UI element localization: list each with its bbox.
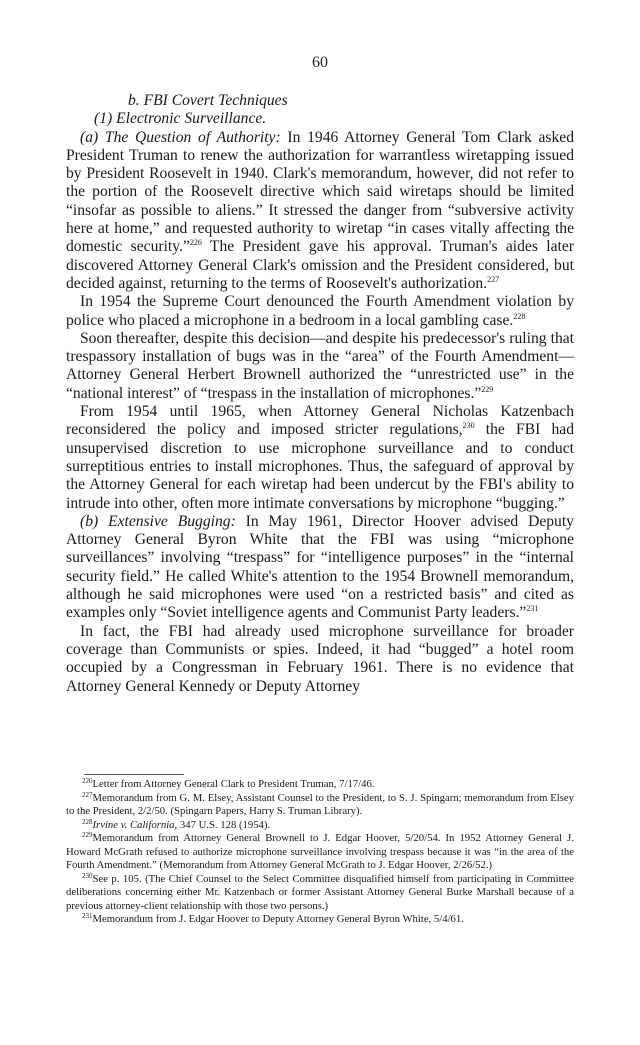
paragraph-question-of-authority (66, 129, 574, 294)
footnote-number: 227 (82, 790, 93, 799)
footnote-ref: 229 (481, 384, 494, 394)
footnote (66, 778, 574, 792)
footnote-number: 231 (82, 912, 93, 920)
paragraph-supreme-court (66, 293, 574, 330)
paragraph-extensive-bugging (66, 513, 574, 623)
footnote (66, 873, 574, 914)
footnote-number: 226 (82, 777, 93, 785)
footnote-ref: 227 (487, 274, 500, 284)
footnote-number: 230 (82, 871, 93, 880)
paragraph-text: In 1946 Attorney General Tom Clark asked President Truman to renew the authorization for warrantless wiretapping issued by President Roosevelt in 1940. Clark's memorandum, however, did not refer to the portion of the Roosevelt directive which said wiretaps should be limited “insofar as possible to aliens.” It stressed the danger from “subversive activity here at home,” and requested authority to wiretap “in cases vitally affecting the domestic security.” (66, 128, 574, 256)
subsection-heading: (1) Electronic Surveillance. (94, 110, 267, 128)
footnote-text: 347 U.S. 128 (1954). (177, 818, 271, 831)
paragraph-text: The President gave his approval. Truman's aides later discovered Attorney General Clark's omission and the President considered, but decided against, returning to the terms of Roosevelt's authorization. (66, 238, 574, 292)
footnote-divider (84, 774, 184, 775)
footnote (66, 819, 574, 833)
footnote-number: 228 (82, 817, 93, 826)
footnote-text: Letter from Attorney General Clark to President Truman, 7/17/46. (92, 778, 375, 790)
footnotes (66, 778, 574, 927)
footnote (66, 792, 574, 819)
page-number: 60 (312, 54, 328, 71)
paragraph-katzenbach (66, 403, 574, 513)
footnote-text: Memorandum from G. M. Elsey, Assistant Counsel to the President, to S. J. Spingarn; memorandum from Elsey to the President, 2/2/50. (Spingarn Papers, Harry S. Truman Library). (66, 791, 574, 817)
footnote-number: 229 (82, 831, 93, 839)
paragraph-text: In May 1961, Director Hoover advised Deputy Attorney General Byron White that the FBI was using “microphone surveillances” involving “trespass” for “intelligence purposes” in the “internal security field.” He called White's attention to the 1954 Brownell memorandum, although he said microphones were used “on a restricted basis” and cited as examples only “Soviet intelligence agents and Communist Party leaders.” (66, 512, 574, 622)
paragraph-text: In 1954 the Supreme Court denounced the Fourth Amendment violation by police who placed a microphone in a bedroom in a local gambling case. (66, 293, 574, 329)
section-heading: b. FBI Covert Techniques (128, 92, 288, 109)
footnote-ref: 230 (462, 421, 475, 431)
runin-heading: (a) The Question of Authority: (80, 128, 281, 146)
paragraph-text: From 1954 until 1965, when Attorney General Nicholas Katzenbach reconsidered the policy and imposed stricter regulations, (66, 403, 574, 439)
footnote-text: Memorandum from Attorney General Brownell to J. Edgar Hoover, 5/20/54. In 1952 Attorney General J. Howard McGrath refused to authorize microphone surveillance involving trespass because it was “in the area of the Fourth Amendment.” (Memorandum from Attorney General McGrath to J. Edgar Hoover, 2/26/52.) (66, 832, 574, 871)
runin-heading: (b) Extensive Bugging: (80, 512, 236, 530)
paragraph-text: In fact, the FBI had already used microphone surveillance for broader coverage than Communists or spies. Indeed, it had “bugged” a hotel room occupied by a Congressman in February 1961. There is no evidence that Attorney General Kennedy or Deputy Attorney (66, 622, 574, 695)
footnote-ref: 231 (526, 604, 539, 614)
paragraph-text: the FBI had unsupervised discretion to use microphone surveillance and to conduct surreptitious entries to install microphones. Thus, the safeguard of approval by the Attorney General for each wiretap had been undercut by the FBI's ability to intrude into other, often more intimate conversations by microphone “bugging.” (66, 421, 575, 512)
paragraph-brownell (66, 330, 574, 403)
footnote (66, 832, 574, 873)
paragraph-text: Soon thereafter, despite this decision—and despite his predecessor's ruling that trespassory installation of bugs was in the “area” of the Fourth Amendment—Attorney General Herbert Brownell authorized the “unrestricted use” in the “national interest” of “trespass in the installation of microphones.” (66, 329, 574, 402)
footnote-text: See p. 105. (The Chief Counsel to the Select Committee disqualified himself from participating in Committee deliberations concerning either Mr. Katzenbach or former Assistant Attorney General Burke Marshall because of a previous attorney-client relationship with those two persons.) (66, 872, 574, 912)
footnote (66, 913, 574, 927)
footnote-ref: 226 (189, 238, 202, 248)
body-text (66, 92, 574, 696)
footnote-text: Memorandum from J. Edgar Hoover to Deputy Attorney General Byron White, 5/4/61. (92, 913, 464, 925)
footnote-ref: 228 (513, 311, 526, 321)
paragraph-in-fact (66, 623, 574, 696)
case-name: Irvine v. California, (92, 818, 178, 831)
